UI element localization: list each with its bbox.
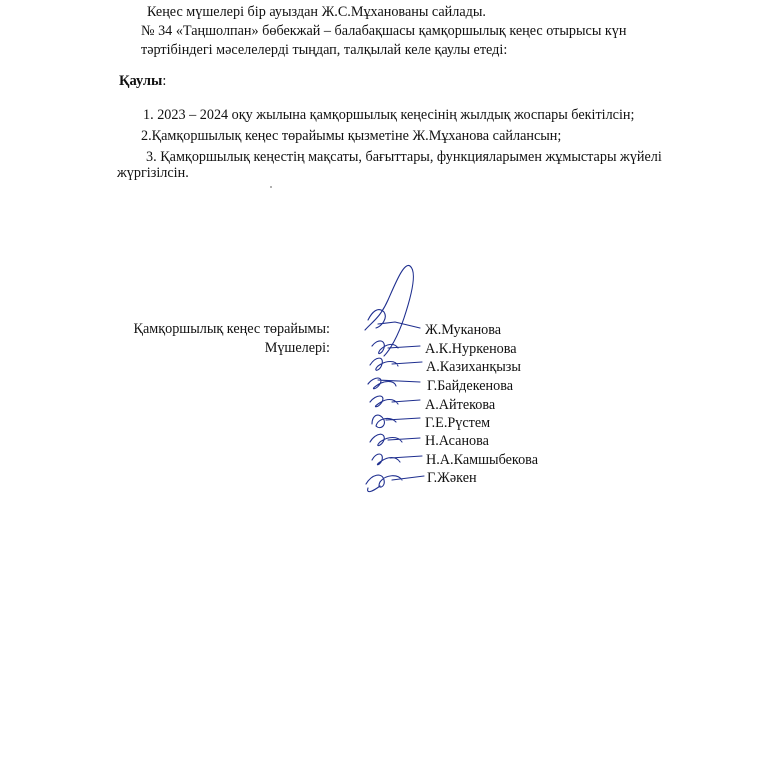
chair-label: Қамқоршылық кеңес төрайымы: xyxy=(133,321,330,337)
member-name: А.К.Нуркенова xyxy=(425,341,517,357)
signature-member-4 xyxy=(370,396,420,407)
member-name: Г.Е.Рүстем xyxy=(425,415,491,431)
signature-member-6 xyxy=(370,434,420,445)
member-name: Г.Байдекенова xyxy=(427,378,514,394)
member-name: А.Айтекова xyxy=(425,397,496,413)
scan-speck xyxy=(270,186,272,188)
resolution-item-3: 3. Қамқоршылық кеңестің мақсаты, бағыттары, функцияларымен жұмыстары жүйелі xyxy=(146,149,662,165)
resolution-item-3-continuation: жүргізілсін. xyxy=(117,165,189,181)
resolution-item-2: 2.Қамқоршылық кеңес төрайымы қызметіне Ж.Мұханова сайлансын; xyxy=(141,128,562,144)
members-label: Мүшелері: xyxy=(264,340,330,356)
signature-member-1 xyxy=(372,341,420,354)
resolution-heading: Қаулы xyxy=(119,73,163,89)
signature-strokes xyxy=(365,265,424,491)
resolution-heading-colon: : xyxy=(162,73,167,89)
chair-name: Ж.Муканова xyxy=(425,322,502,338)
signature-member-8 xyxy=(366,475,424,492)
signature-member-2 xyxy=(370,358,422,370)
member-name: Н.А.Камшыбекова xyxy=(426,452,538,468)
intro-line-1: Кеңес мүшелері бір ауыздан Ж.С.Мұханованы сайлады. xyxy=(147,4,486,20)
member-name: Г.Жәкен xyxy=(427,470,477,486)
intro-line-2: № 34 «Таңшолпан» бөбекжай – балабақшасы қамқоршылық кеңес отырысы күн xyxy=(141,23,627,39)
signature-member-5 xyxy=(372,415,420,428)
resolution-item-1: 1. 2023 – 2024 оқу жылына қамқоршылық кеңесінің жылдық жоспары бекітілсін; xyxy=(143,107,635,123)
member-name: А.Казиханқызы xyxy=(426,359,521,375)
signature-member-3 xyxy=(368,378,420,389)
resolution-heading-row xyxy=(119,72,166,90)
intro-line-3: тәртібіндегі мәселелерді тыңдап, талқылай келе қаулы етеді: xyxy=(141,42,508,58)
signature-member-7 xyxy=(372,454,422,465)
signature-chair xyxy=(365,265,420,356)
member-name: Н.Асанова xyxy=(425,433,489,449)
